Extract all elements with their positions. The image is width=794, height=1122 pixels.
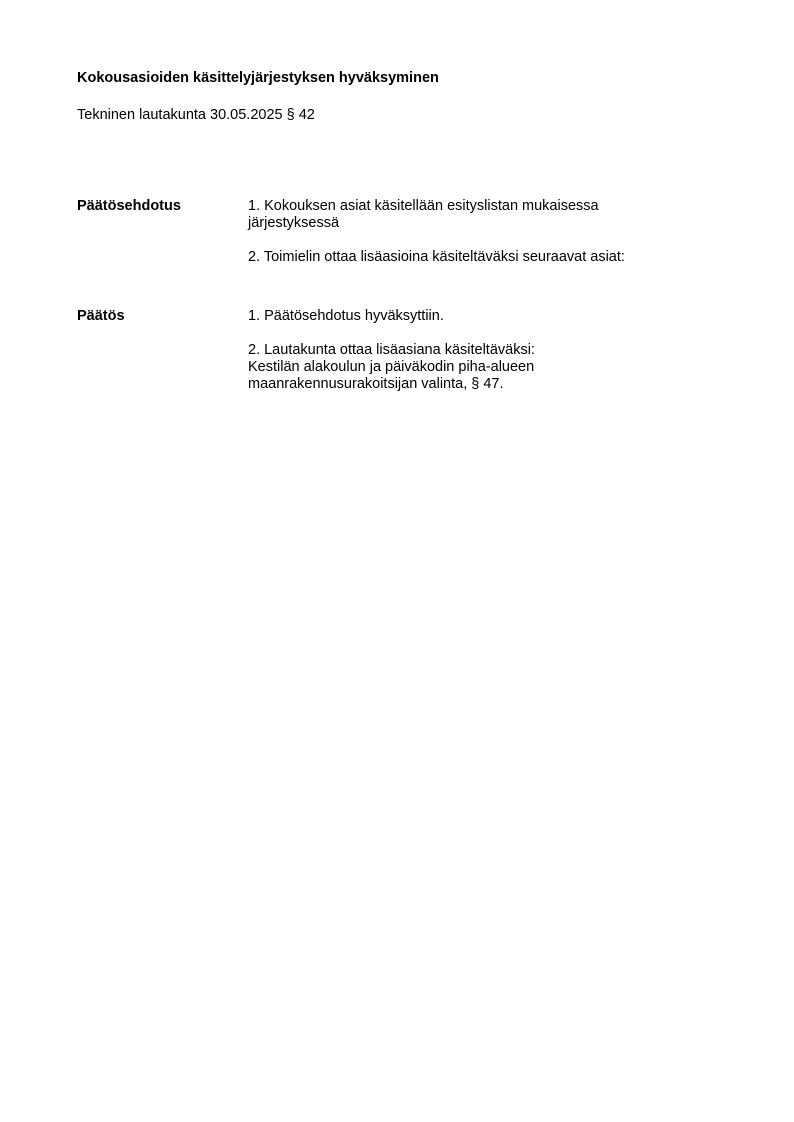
proposal-paragraph-2: 2. Toimielin ottaa lisäasioina käsiteltäväksi seuraavat asiat:	[248, 249, 625, 265]
decision-body	[248, 308, 708, 393]
decision-label: Päätös	[77, 308, 125, 324]
proposal-body	[248, 198, 708, 266]
decision-paragraph-2: 2. Lautakunta ottaa lisäasiana käsiteltäväksi: Kestilän alakoulun ja päiväkodin piha-alueen maanrakennusurakoitsijan valinta, § 47.	[248, 342, 535, 392]
decision-paragraph-1: 1. Päätösehdotus hyväksyttiin.	[248, 308, 444, 324]
proposal-paragraph-1: 1. Kokouksen asiat käsitellään esityslistan mukaisessa järjestyksessä	[248, 198, 599, 231]
document-title: Kokousasioiden käsittelyjärjestyksen hyväksyminen	[77, 70, 439, 86]
proposal-label: Päätösehdotus	[77, 198, 181, 214]
meeting-reference: Tekninen lautakunta 30.05.2025 § 42	[77, 107, 315, 123]
